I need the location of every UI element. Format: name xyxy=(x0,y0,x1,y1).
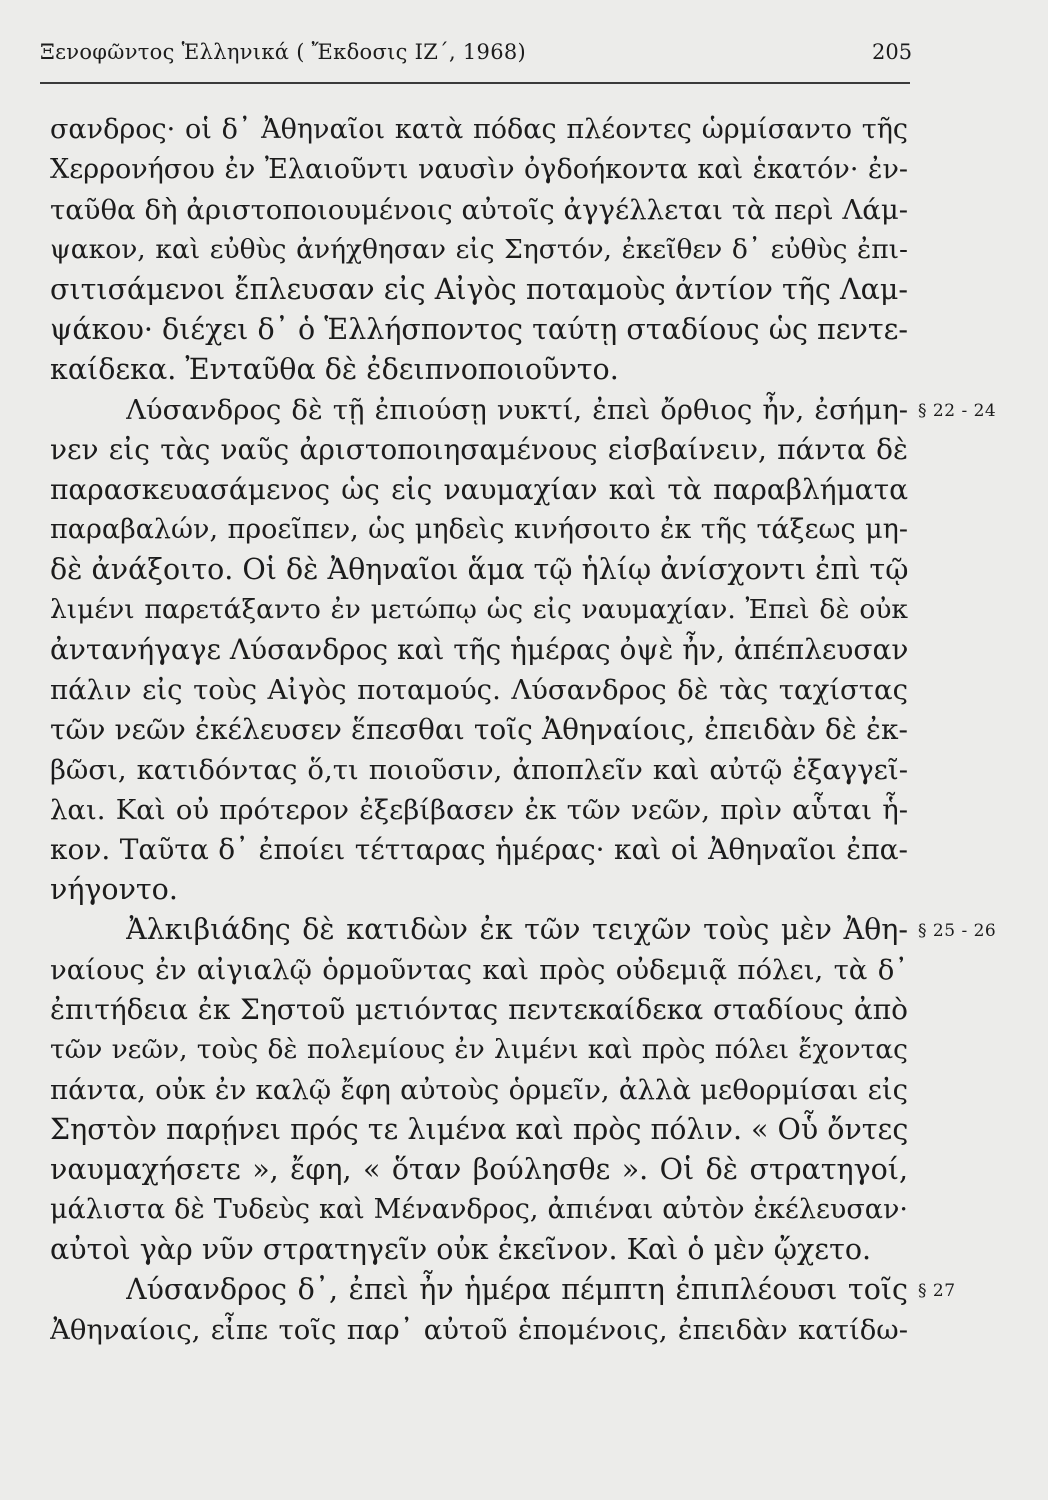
text-line: λιμένι παρετάξαντο ἐν μετώπῳ ὡς εἰς ναυμαχίαν. Ἐπεὶ δὲ οὐκ xyxy=(50,594,908,625)
text-line: καίδεκα. Ἐνταῦθα δὲ ἐδειπνοποιοῦντο. xyxy=(50,353,619,386)
text-line: ταῦθα δὴ ἀριστοποιουμένοις αὐτοῖς ἀγγέλλεται τὰ περὶ Λάμ- xyxy=(50,194,908,226)
text-line: σανδρος· οἱ δ᾿ Ἀθηναῖοι κατὰ πόδας πλέοντες ὡρμίσαντο τῆς xyxy=(50,114,908,145)
text-line: Ἀθηναίοις, εἶπε τοῖς παρ᾿ αὐτοῦ ἑπομένοις, ἐπειδὰν κατίδω- xyxy=(50,1314,908,1346)
text-line: ψάκου· διέχει δ᾿ ὁ Ἑλλήσποντος ταύτῃ σταδίους ὡς πεντε- xyxy=(50,313,908,346)
text-line: σιτισάμενοι ἔπλευσαν εἰς Αἰγὸς ποταμοὺς ἀντίον τῆς Λαμ- xyxy=(50,273,908,306)
text-line: Σηστὸν παρῄνει πρός τε λιμένα καὶ πρὸς πόλιν. « Οὗ ὄντες xyxy=(50,1113,908,1146)
paragraph-first-line: Λύσανδρος δ᾿, ἐπεὶ ἦν ἡμέρα πέμπτη ἐπιπλέουσι τοῖς xyxy=(126,1273,908,1306)
text-line: λαι. Καὶ οὐ πρότερον ἐξεβίβασεν ἐκ τῶν νεῶν, πρὶν αὗται ἧ- xyxy=(50,794,908,826)
text-line: ἀντανήγαγε Λύσανδρος καὶ τῆς ἡμέρας ὀψὲ ἦν, ἀπέπλευσαν xyxy=(50,633,908,666)
text-line: κον. Ταῦτα δ᾿ ἐποίει τέτταρας ἡμέρας· καὶ οἱ Ἀθηναῖοι ἐπα- xyxy=(50,833,908,866)
section-marginal-note: § 25 - 26 xyxy=(918,921,997,941)
running-head-title: Ξενοφῶντος Ἑλληνικά ( Ἔκδοσις ΙΖ΄, 1968) xyxy=(40,40,527,64)
text-line: δὲ ἀνάξοιτο. Οἱ δὲ Ἀθηναῖοι ἅμα τῷ ἡλίῳ ἀνίσχοντι ἐπὶ τῷ xyxy=(50,553,908,586)
section-marginal-note: § 27 xyxy=(918,1281,956,1301)
text-line: πάλιν εἰς τοὺς Αἰγὸς ποταμούς. Λύσανδρος δὲ τὰς ταχίστας xyxy=(50,674,908,706)
text-line: ψακον, καὶ εὐθὺς ἀνήχθησαν εἰς Σηστόν, ἐκεῖθεν δ᾿ εὐθὺς ἐπι- xyxy=(50,234,908,265)
text-line: αὐτοὶ γὰρ νῦν στρατηγεῖν οὐκ ἐκεῖνον. Καὶ ὁ μὲν ᾤχετο. xyxy=(50,1233,872,1266)
page-number: 205 xyxy=(872,40,913,64)
text-line: νεν εἰς τὰς ναῦς ἀριστοποιησαμένους εἰσβαίνειν, πάντα δὲ xyxy=(50,433,908,466)
text-line: ναίους ἐν αἰγιαλῷ ὁρμοῦντας καὶ πρὸς οὐδεμιᾷ πόλει, τὰ δ᾿ xyxy=(50,954,908,986)
paragraph-first-line: Ἀλκιβιάδης δὲ κατιδὼν ἐκ τῶν τειχῶν τοὺς μὲν Ἀθη- xyxy=(126,913,908,946)
text-line: Χερρονήσου ἐν Ἐλαιοῦντι ναυσὶν ὀγδοήκοντα καὶ ἑκατόν· ἐν- xyxy=(50,154,908,185)
text-line: τῶν νεῶν ἐκέλευσεν ἕπεσθαι τοῖς Ἀθηναίοις, ἐπειδὰν δὲ ἐκ- xyxy=(50,713,908,746)
text-line: ναυμαχήσετε », ἔφη, « ὅταν βούλησθε ». Οἱ δὲ στρατηγοί, xyxy=(50,1153,908,1186)
text-line: παρασκευασάμενος ὡς εἰς ναυμαχίαν καὶ τὰ παραβλήματα xyxy=(50,473,908,506)
paragraph-first-line: Λύσανδρος δὲ τῇ ἐπιούσῃ νυκτί, ἐπεὶ ὄρθιος ἦν, ἐσήμη- xyxy=(126,394,908,426)
text-line: νήγοντο. xyxy=(50,873,178,906)
text-line: τῶν νεῶν, τοὺς δὲ πολεμίους ἐν λιμένι καὶ πρὸς πόλει ἔχοντας xyxy=(50,1034,908,1065)
text-line: βῶσι, κατιδόντας ὅ,τι ποιοῦσιν, ἀποπλεῖν καὶ αὐτῷ ἐξαγγεῖ- xyxy=(50,754,908,786)
text-line: πάντα, οὐκ ἐν καλῷ ἔφη αὐτοὺς ὁρμεῖν, ἀλλὰ μεθορμίσαι εἰς xyxy=(50,1074,908,1106)
text-line: μάλιστα δὲ Τυδεὺς καὶ Μένανδρος, ἀπιέναι αὐτὸν ἐκέλευσαν· xyxy=(50,1194,908,1225)
text-line: ἐπιτήδεια ἐκ Σηστοῦ μετιόντας πεντεκαίδεκα σταδίους ἀπὸ xyxy=(50,993,908,1026)
section-marginal-note: § 22 - 24 xyxy=(918,401,997,421)
text-line: παραβαλών, προεῖπεν, ὡς μηδεὶς κινήσοιτο ἐκ τῆς τάξεως μη- xyxy=(50,514,908,545)
header-rule xyxy=(40,82,910,84)
